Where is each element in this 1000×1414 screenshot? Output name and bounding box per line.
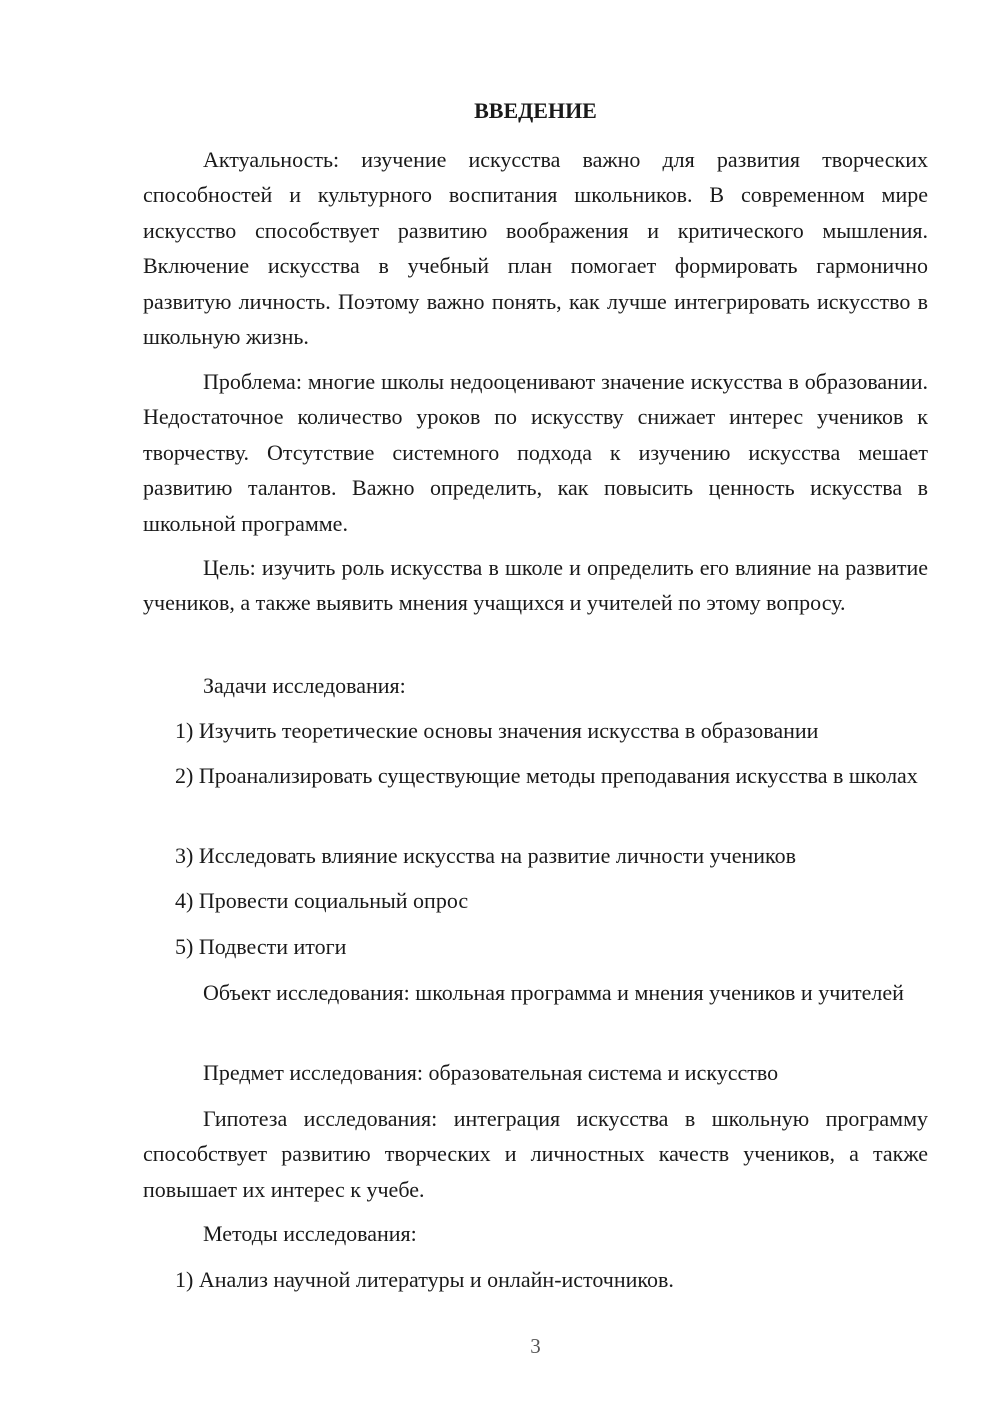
paragraph-hypothesis: Гипотеза исследования: интеграция искусства в школьную программу способствует развитию творческих и личностных качеств учеников, а также повышает их интерес к учебе. [143,1106,928,1202]
list-item-task-3: 3) Исследовать влияние искусства на развитие личности учеников [175,843,796,868]
list-item-task-4: 4) Провести социальный опрос [175,888,469,913]
paragraph-problem: Проблема: многие школы недооценивают значение искусства в образовании. Недостаточное количество уроков по искусству снижает интерес учеников к творчеству. Отсутствие системного подхода к изучению искусства мешает развитию талантов. Важно определить, как повысить ценность искусства в школьной программе. [143,369,928,536]
paragraph-tasks-heading: Задачи исследования: [203,673,406,698]
paragraph-relevance: Актуальность: изучение искусства важно для развития творческих способностей и культурного воспитания школьников. В современном мире искусство способствует развитию воображения и критического мышления. Включение искусства в учебный план помогает формировать гармонично развитую личность. Поэтому важно понять, как лучше интегрировать искусство в школьную жизнь. [143,147,928,350]
paragraph-methods-heading: Методы исследования: [203,1221,417,1246]
page-number: 3 [530,1334,541,1358]
document-page [143,0,928,1414]
list-item-task-1: 1) Изучить теоретические основы значения искусства в образовании [175,718,819,743]
paragraph-goal: Цель: изучить роль искусства в школе и определить его влияние на развитие учеников, а также выявить мнения учащихся и учителей по этому вопросу. [143,555,928,616]
paragraph-subject: Предмет исследования: образовательная система и искусство [203,1060,779,1085]
list-item-task-2: 2) Проанализировать существующие методы преподавания искусства в школах [175,763,918,788]
section-title: ВВЕДЕНИЕ [474,98,597,123]
list-item-method-1: 1) Анализ научной литературы и онлайн-источников. [175,1267,674,1292]
list-item-task-5: 5) Подвести итоги [175,934,347,959]
paragraph-object: Объект исследования: школьная программа и мнения учеников и учителей [203,980,904,1005]
